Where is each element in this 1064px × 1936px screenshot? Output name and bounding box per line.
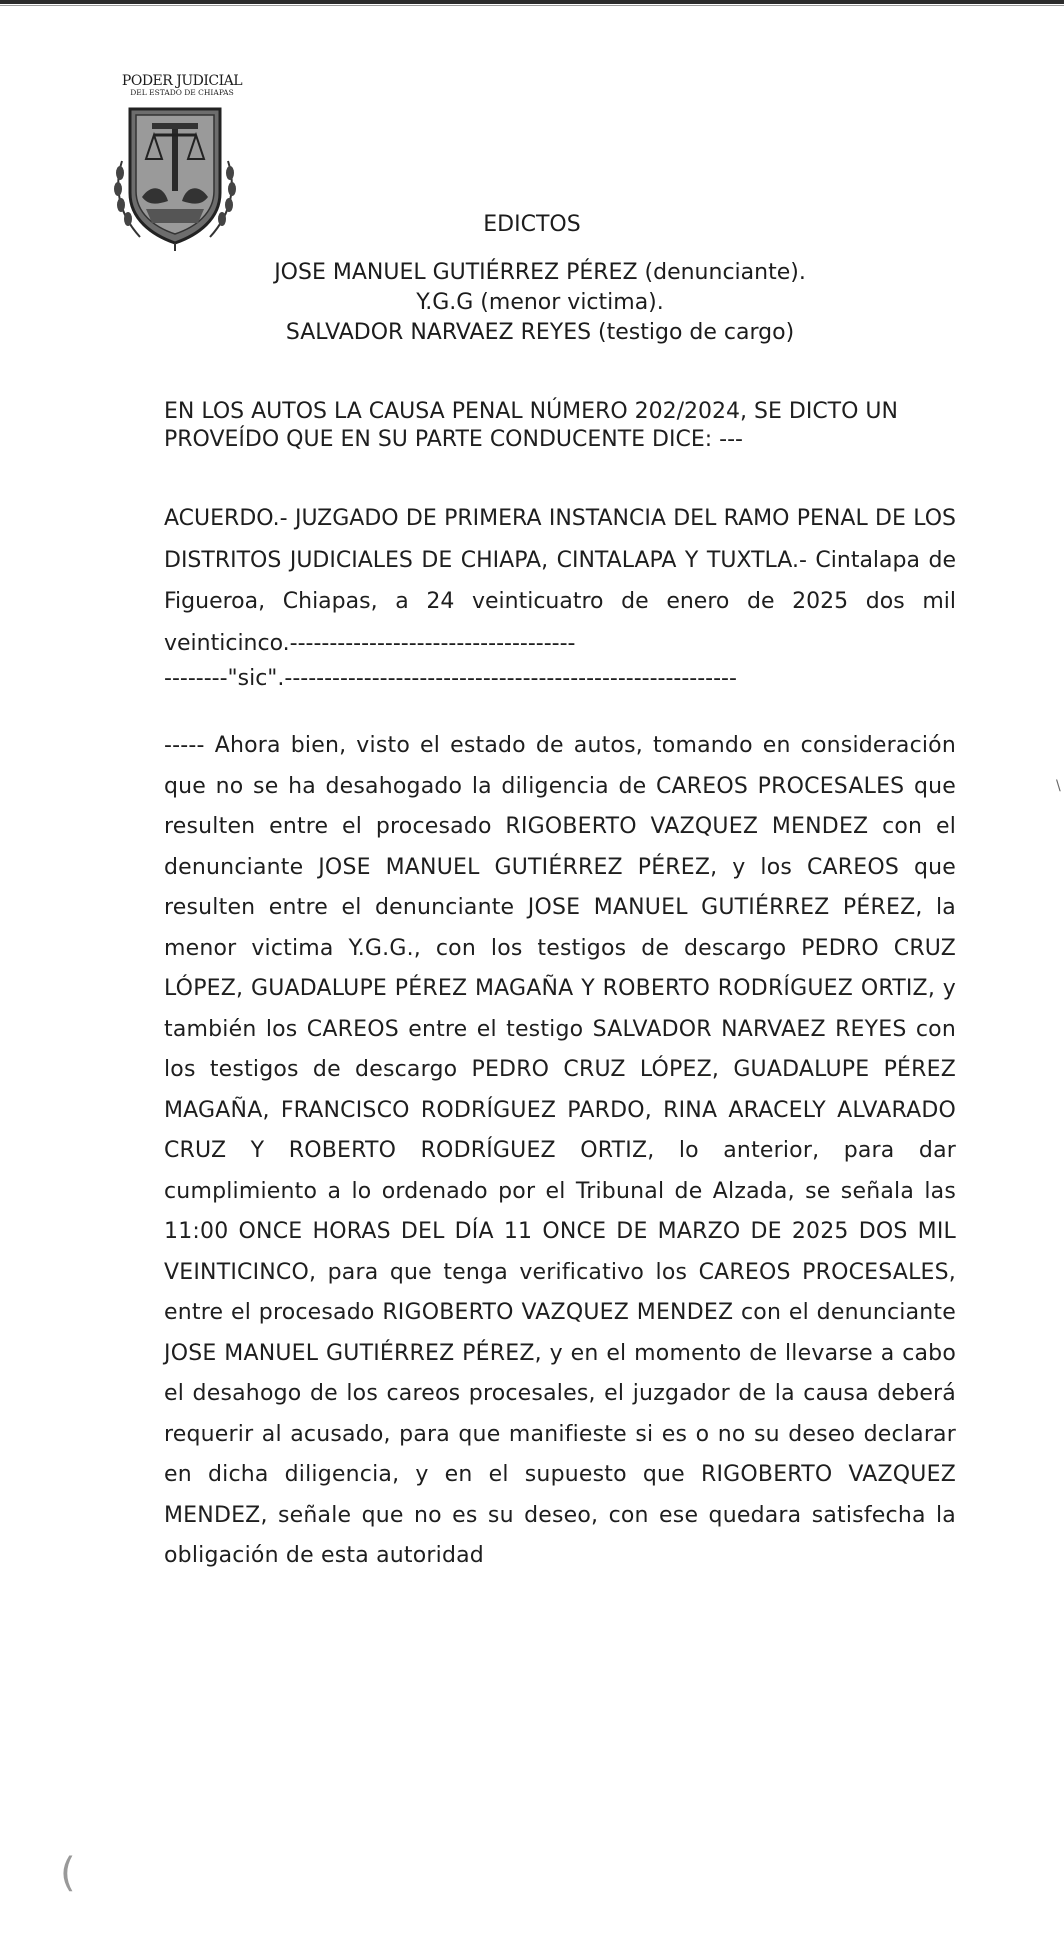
document-heading: EDICTOS [483, 212, 581, 237]
scan-edge-line [0, 5, 1064, 6]
scan-mark: ( [60, 1850, 76, 1896]
agreement-paragraph: ACUERDO.- JUZGADO DE PRIMERA INSTANCIA DEL RAMO PENAL DE LOS DISTRITOS JUDICIALES DE CHIAPA, CINTALAPA Y TUXTLA.- Cintalapa de Figueroa, Chiapas, a 24 veinticuatro de enero de 2025 dos mil veinticinco.------------------------------------ [164, 506, 956, 656]
recipient-line: Y.G.G (menor victima). [416, 290, 664, 315]
recipients-list [190, 258, 890, 348]
seal-title: PODER JUDICIAL [121, 73, 243, 89]
scan-mark: \ [1056, 778, 1061, 794]
sic-line: --------"sic".--------------------------------------------------------- [164, 666, 737, 691]
seal-subtitle: DEL ESTADO DE CHIAPAS [130, 88, 234, 97]
scan-edge [0, 0, 1064, 4]
recipient-line: JOSE MANUEL GUTIÉRREZ PÉREZ (denunciante). [274, 260, 806, 285]
case-intro: EN LOS AUTOS LA CAUSA PENAL NÚMERO 202/2024, SE DICTO UN PROVEÍDO QUE EN SU PARTE CONDUCENTE DICE: --- [164, 399, 898, 452]
body-paragraph: ----- Ahora bien, visto el estado de autos, tomando en consideración que no se ha desahogado la diligencia de CAREOS PROCESALES que resulten entre el procesado RIGOBERTO VAZQUEZ MENDEZ con el denunciante JOSE MANUEL GUTIÉRREZ PÉREZ, y los CAREOS que resulten entre el denunciante JOSE MANUEL GUTIÉRREZ PÉREZ, la menor victima Y.G.G., con los testigos de descargo PEDRO CRUZ LÓPEZ, GUADALUPE PÉREZ MAGAÑA Y ROBERTO RODRÍGUEZ ORTIZ, y también los CAREOS entre el testigo SALVADOR NARVAEZ REYES con los testigos de descargo PEDRO CRUZ LÓPEZ, GUADALUPE PÉREZ MAGAÑA, FRANCISCO RODRÍGUEZ PARDO, RINA ARACELY ALVARADO CRUZ Y ROBERTO RODRÍGUEZ ORTIZ, lo anterior, para dar cumplimiento a lo ordenado por el Tribunal de Alzada, se señala las 11:00 ONCE HORAS DEL DÍA 11 ONCE DE MARZO DE 2025 DOS MIL VEINTICINCO, para que tenga verificativo los CAREOS PROCESALES, entre el procesado RIGOBERTO VAZQUEZ MENDEZ con el denunciante JOSE MANUEL GUTIÉRREZ PÉREZ, y en el momento de llevarse a cabo el desahogo de los careos procesales, el juzgador de la causa deberá requerir al acusado, para que manifieste si es o no su deseo declarar en dicha diligencia, y en el supuesto que RIGOBERTO VAZQUEZ MENDEZ, señale que no es su deseo, con ese quedara satisfecha la obligación de esta autoridad [164, 733, 956, 1568]
recipient-line: SALVADOR NARVAEZ REYES (testigo de cargo) [285, 320, 795, 345]
